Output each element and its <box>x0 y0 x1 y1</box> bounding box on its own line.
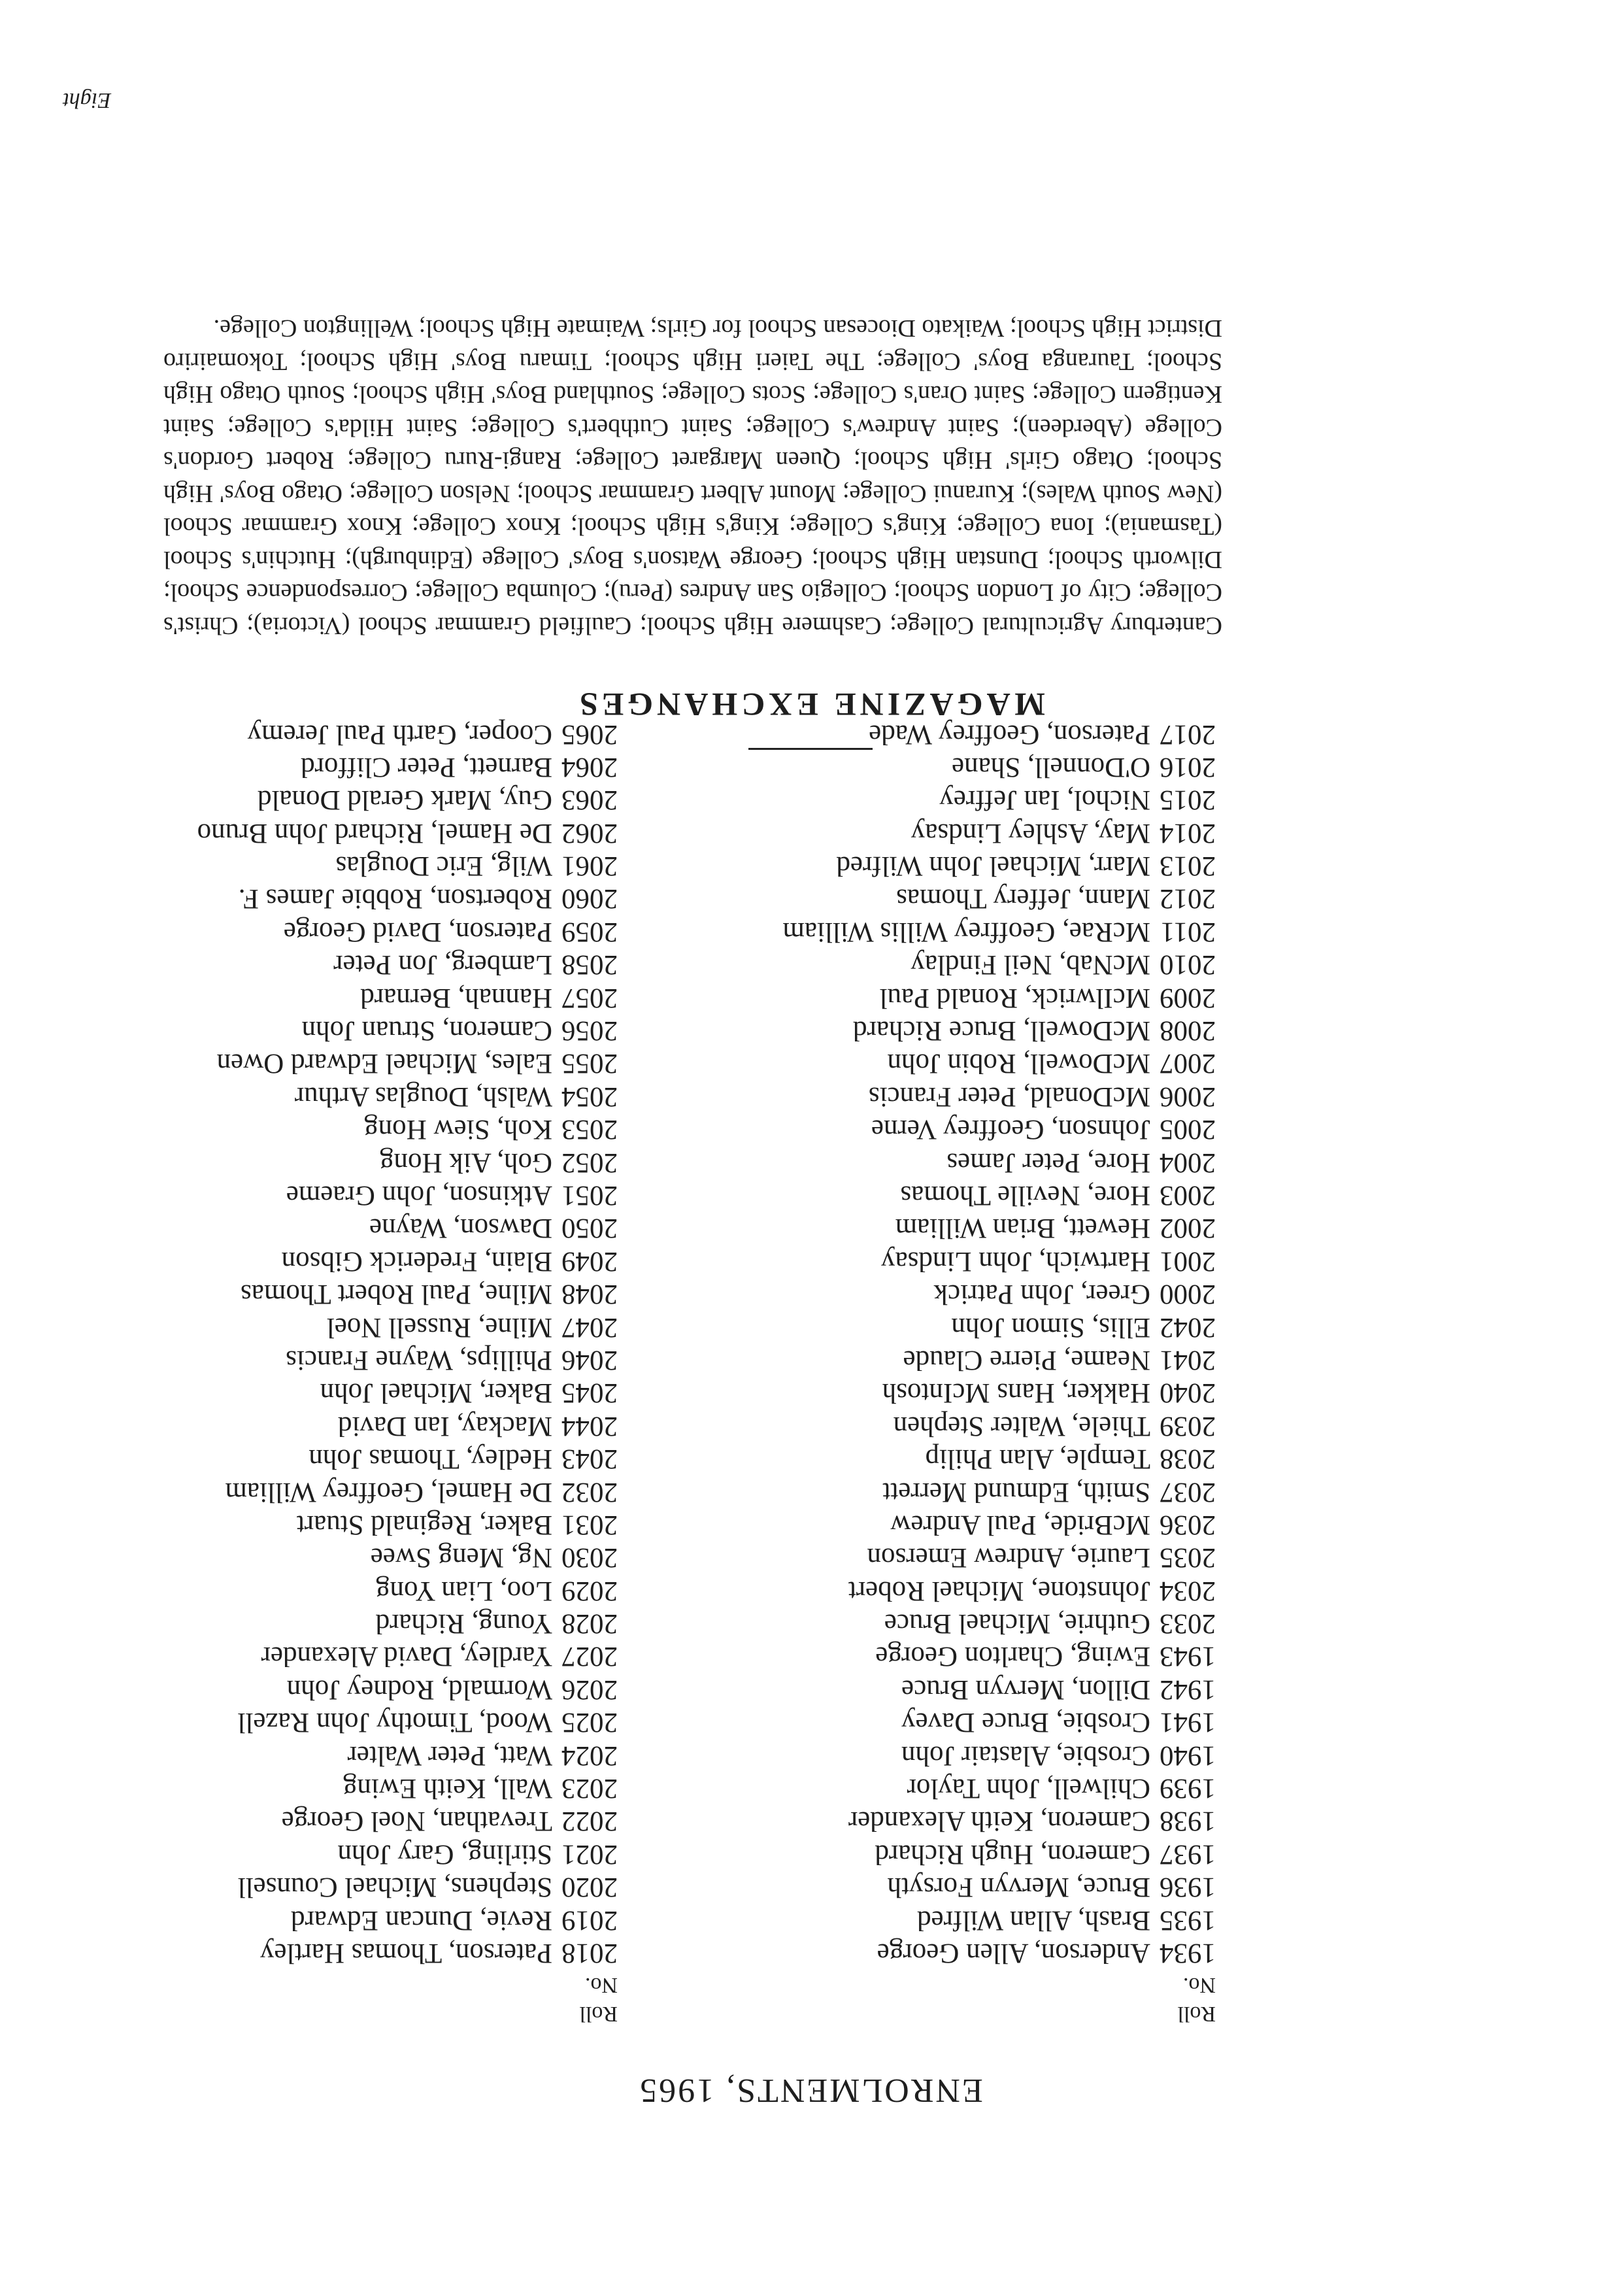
enrolment-entry <box>647 1376 1216 1409</box>
student-name: Crosbie, Alastair John <box>901 1740 1150 1771</box>
enrolment-entry <box>29 1574 618 1606</box>
enrolment-entry <box>29 816 618 849</box>
enrolment-list-right <box>29 717 618 1969</box>
enrolment-entry <box>29 1113 618 1145</box>
enrolment-entry <box>29 1936 618 1969</box>
roll-number: 2039 <box>1160 1410 1216 1442</box>
enrolment-entry <box>647 1936 1216 1969</box>
roll-number: 2025 <box>561 1707 618 1738</box>
page-title: ENROLMENTS, 1965 <box>638 2072 983 2109</box>
enrolment-entry <box>29 882 618 915</box>
enrolment-entry <box>647 1541 1216 1574</box>
student-name: Anderson, Allen George <box>877 1938 1150 1968</box>
roll-number: 2055 <box>561 1048 618 1079</box>
enrolment-entry <box>29 1903 618 1936</box>
enrolment-entry <box>647 1508 1216 1541</box>
student-name: Crosbie, Bruce Davey <box>901 1707 1150 1738</box>
roll-number: 2063 <box>561 785 618 816</box>
enrolment-entry <box>29 915 618 948</box>
enrolment-entry <box>29 1442 618 1475</box>
roll-number: 2046 <box>561 1344 618 1376</box>
student-name: Mackay, Ian David <box>338 1410 552 1442</box>
enrolment-entry <box>647 1244 1216 1277</box>
roll-number: 2021 <box>561 1838 618 1870</box>
student-name: Hakker, Hans McIntosh <box>882 1377 1150 1409</box>
student-name: McNab, Neil Findlay <box>911 949 1150 981</box>
enrolment-entry <box>29 1870 618 1903</box>
student-name: Hewett, Brian William <box>895 1213 1150 1244</box>
roll-number: 2051 <box>561 1180 618 1211</box>
roll-number: 2060 <box>561 883 618 915</box>
student-name: Baker, Michael John <box>320 1377 552 1409</box>
enrolment-entry <box>29 783 618 816</box>
enrolment-entry <box>29 1772 618 1804</box>
student-name: McBride, Paul Andrew <box>890 1509 1150 1540</box>
roll-number: 2024 <box>561 1740 618 1771</box>
enrolment-entry <box>647 816 1216 849</box>
enrolment-entry <box>647 1145 1216 1178</box>
student-name: McDonald, Peter Francis <box>868 1081 1150 1112</box>
student-name: Mann, Jeffery Thomas <box>896 883 1150 915</box>
enrolment-list-left <box>647 717 1216 1969</box>
roll-number: 2005 <box>1160 1114 1216 1145</box>
student-name: Watt, Peter Walter <box>347 1740 552 1771</box>
enrolment-entry <box>647 915 1216 948</box>
student-name: Cameron, Keith Alexander <box>848 1806 1150 1837</box>
enrolment-entry <box>647 981 1216 1013</box>
enrolment-entry <box>647 783 1216 816</box>
roll-number-header-left: Roll No. <box>1177 1973 1216 2026</box>
roll-number: 2048 <box>561 1279 618 1310</box>
enrolment-entry <box>29 1541 618 1574</box>
enrolment-entry <box>647 1870 1216 1903</box>
enrolment-entry <box>647 882 1216 915</box>
student-name: Wall, Keith Ewing <box>343 1773 552 1804</box>
student-name: Nichol, Ian Jeffrey <box>939 785 1150 816</box>
student-name: Young, Richard <box>375 1608 552 1640</box>
roll-number: 2022 <box>561 1806 618 1837</box>
enrolment-entry <box>29 1607 618 1640</box>
roll-number: 2052 <box>561 1147 618 1178</box>
student-name: McDowell, Robin John <box>887 1048 1150 1079</box>
student-name: Wilg, Eric Douglas <box>335 851 552 882</box>
roll-number: 2061 <box>561 851 618 882</box>
roll-number: 2059 <box>561 916 618 947</box>
roll-number: 2030 <box>561 1542 618 1574</box>
enrolment-entry <box>647 1475 1216 1508</box>
student-name: Cameron, Hugh Richard <box>875 1838 1150 1870</box>
enrolment-entry <box>647 1903 1216 1936</box>
roll-number: 1936 <box>1160 1872 1216 1903</box>
student-name: Paterson, Thomas Hartley <box>259 1938 552 1968</box>
roll-number: 2008 <box>1160 1015 1216 1047</box>
roll-number: 2029 <box>561 1575 618 1606</box>
student-name: Milne, Paul Robert Thomas <box>241 1279 552 1310</box>
student-name: May, Ashley Lindsay <box>911 817 1150 849</box>
roll-number: 2050 <box>561 1213 618 1244</box>
student-name: Smith, Edmund Merrett <box>882 1476 1150 1508</box>
enrolment-entry <box>29 1475 618 1508</box>
student-name: Guthrie, Michael Bruce <box>884 1608 1150 1640</box>
roll-number-header-right: Roll No. <box>579 1973 618 2026</box>
student-name: Chilwell, John Taylor <box>907 1773 1150 1804</box>
student-name: O'Donnell, Shane <box>952 751 1150 783</box>
enrolment-entry <box>647 1179 1216 1211</box>
roll-number: 2035 <box>1160 1542 1216 1574</box>
enrolment-entry <box>29 1409 618 1442</box>
roll-number: 2028 <box>561 1608 618 1640</box>
roll-number: 2009 <box>1160 982 1216 1013</box>
roll-number: 1938 <box>1160 1806 1216 1837</box>
enrolment-entry <box>29 1672 618 1705</box>
roll-number: 1937 <box>1160 1838 1216 1870</box>
enrolment-entry <box>647 849 1216 882</box>
enrolment-entry <box>29 1211 618 1244</box>
roll-number: 2018 <box>561 1938 618 1968</box>
roll-number: 2036 <box>1160 1509 1216 1540</box>
student-name: McDowell, Bruce Richard <box>853 1015 1150 1047</box>
roll-number: 2032 <box>561 1476 618 1508</box>
student-name: Ewing, Charlton George <box>875 1641 1150 1672</box>
roll-number: 2001 <box>1160 1245 1216 1277</box>
student-name: McIlwrick, Ronald Paul <box>879 982 1150 1013</box>
student-name: Hedley, Thomas John <box>309 1443 552 1475</box>
student-name: Dillon, Mervyn Bruce <box>901 1674 1150 1705</box>
student-name: Yardley, David Alexander <box>261 1641 552 1672</box>
roll-number: 2065 <box>561 718 618 750</box>
student-name: Greer, John Patrick <box>933 1279 1150 1310</box>
roll-number: 2064 <box>561 751 618 783</box>
roll-number: 2020 <box>561 1872 618 1903</box>
roll-number: 2056 <box>561 1015 618 1047</box>
enrolment-entry <box>29 1179 618 1211</box>
roll-number: 2012 <box>1160 883 1216 915</box>
student-name: Eales, Michael Edward Owen <box>216 1048 552 1079</box>
roll-number: 2026 <box>561 1674 618 1705</box>
enrolment-entry <box>647 1014 1216 1047</box>
student-name: Johnstone, Michael Robert <box>848 1575 1150 1606</box>
section-divider <box>748 748 873 750</box>
roll-number: 1941 <box>1160 1707 1216 1738</box>
magazine-exchanges-heading: MAGAZINE EXCHANGES <box>576 686 1045 723</box>
roll-number: 2040 <box>1160 1377 1216 1409</box>
roll-number: 2033 <box>1160 1608 1216 1640</box>
student-name: Blain, Frederick Gibson <box>281 1245 552 1277</box>
enrolment-entry <box>647 1672 1216 1705</box>
student-name: Dawson, Wayne <box>369 1213 552 1244</box>
enrolment-entry <box>29 1277 618 1310</box>
student-name: Thiele, Walter Stephen <box>893 1410 1150 1442</box>
student-name: Koh, Siew Hong <box>364 1114 552 1145</box>
student-name: Atkinson, John Graeme <box>286 1180 552 1211</box>
student-name: Wood, Timothy John Razell <box>237 1707 552 1738</box>
roll-number: 2037 <box>1160 1476 1216 1508</box>
student-name: De Hamel, Richard John Bruno <box>197 817 552 849</box>
student-name: Bruce, Mervyn Forsyth <box>887 1872 1150 1903</box>
student-name: Robertson, Robbie James F. <box>238 883 552 915</box>
enrolment-entry <box>29 1508 618 1541</box>
roll-number: 2049 <box>561 1245 618 1277</box>
roll-number: 2004 <box>1160 1147 1216 1178</box>
student-name: Phillips, Wayne Francis <box>286 1344 552 1376</box>
student-name: Barnett, Peter Clifford <box>301 751 552 783</box>
roll-number: 1940 <box>1160 1740 1216 1771</box>
roll-number: 2053 <box>561 1114 618 1145</box>
student-name: McRae, Geoffrey Willis William <box>782 916 1150 947</box>
roll-number: 2014 <box>1160 817 1216 849</box>
enrolment-entry <box>647 1211 1216 1244</box>
roll-number: 2013 <box>1160 851 1216 882</box>
roll-number: 2042 <box>1160 1311 1216 1343</box>
roll-number: 2000 <box>1160 1279 1216 1310</box>
student-name: Trevathan, Noel George <box>281 1806 552 1837</box>
enrolment-entry <box>29 1047 618 1079</box>
student-name: Cooper, Garth Paul Jeremy <box>247 718 552 750</box>
enrolment-entry <box>647 1079 1216 1112</box>
student-name: Johnson, Geoffrey Verne <box>871 1114 1150 1145</box>
roll-number: 2045 <box>561 1377 618 1409</box>
roll-number: 2057 <box>561 982 618 1013</box>
enrolment-entry <box>647 1607 1216 1640</box>
roll-number: 2017 <box>1160 718 1216 750</box>
roll-number: 2003 <box>1160 1180 1216 1211</box>
roll-number: 2007 <box>1160 1048 1216 1079</box>
enrolment-entry <box>647 1574 1216 1606</box>
roll-number: 1939 <box>1160 1773 1216 1804</box>
roll-number: 1942 <box>1160 1674 1216 1705</box>
enrolment-entry <box>29 948 618 981</box>
roll-number: 2010 <box>1160 949 1216 981</box>
enrolment-entry <box>647 1310 1216 1343</box>
enrolment-entry <box>647 1343 1216 1376</box>
roll-number: 1934 <box>1160 1938 1216 1968</box>
enrolment-entry <box>29 1310 618 1343</box>
page-number: Eight <box>63 88 111 112</box>
roll-number: 2034 <box>1160 1575 1216 1606</box>
enrolment-entry <box>29 981 618 1013</box>
student-name: Temple, Alan Philip <box>925 1443 1150 1475</box>
enrolment-entry <box>647 1047 1216 1079</box>
enrolment-entry <box>647 1804 1216 1837</box>
student-name: Hartwich, John Lindsay <box>880 1245 1150 1277</box>
enrolment-entry <box>647 1837 1216 1870</box>
magazine-exchanges-list: Canterbury Agricultural College; Cashmere High School; Caulfield Grammar School (Victoria); Christ's College; City of London School; Collegio San Andres (Peru); Columba College; Correspondence School; Dilworth School; Dunstan High School; George Watson's Boys' College (Edinburgh); Hutchin's School (Tasmania); Iona College; King's College; King's High School; Knox College; Knox Grammar School (New South Wales); Kuranui College; Mount Albert Grammar School; Nelson College; Otago Boys' High School; Otago Girls' High School; Queen Margaret College; Rangi-Ruru College; Robert Gordon's College (Aberdeen); Saint Andrew's College; Saint Cuthbert's College; Saint Hilda's College; Saint Kentigern College; Saint Oran's College; Scots College; Southland Boys' High School; South Otago High School; Tauranga Boys' College; The Taieri High School; Timaru Boys' High School; Tokomairiro District High School; Waikato Diocesan School for Girls; Waimate High School; Wellington College. <box>163 314 1222 639</box>
enrolment-entry <box>29 1837 618 1870</box>
enrolment-entry <box>647 1409 1216 1442</box>
enrolment-entry <box>29 1376 618 1409</box>
roll-number: 2062 <box>561 817 618 849</box>
student-name: Brash, Allan Wilfred <box>917 1904 1150 1936</box>
student-name: Paterson, David George <box>283 916 552 947</box>
roll-number: 2023 <box>561 1773 618 1804</box>
student-name: Marr, Michael John Wilfred <box>836 851 1150 882</box>
student-name: Hore, Neville Thomas <box>900 1180 1150 1211</box>
roll-number: 2047 <box>561 1311 618 1343</box>
enrolment-entry <box>29 1014 618 1047</box>
enrolment-entry <box>647 1277 1216 1310</box>
student-name: Loo, Lian Yong <box>376 1575 552 1606</box>
roll-number: 2027 <box>561 1641 618 1672</box>
enrolment-entry <box>29 1244 618 1277</box>
enrolment-entry <box>647 948 1216 981</box>
enrolment-entry <box>29 1640 618 1672</box>
enrolment-entry <box>29 1706 618 1738</box>
student-name: Paterson, Geoffrey Wade <box>869 718 1150 750</box>
student-name: Wormald, Rodney John <box>286 1674 552 1705</box>
roll-number: 2006 <box>1160 1081 1216 1112</box>
student-name: Lamberg, Jon Peter <box>333 949 552 981</box>
roll-number: 2041 <box>1160 1344 1216 1376</box>
roll-number: 2011 <box>1160 916 1216 947</box>
roll-number: 2058 <box>561 949 618 981</box>
roll-number: 2031 <box>561 1509 618 1540</box>
enrolment-entry <box>647 1640 1216 1672</box>
roll-number: 1943 <box>1160 1641 1216 1672</box>
student-name: Walsh, Douglas Arthur <box>294 1081 552 1112</box>
student-name: Ellis, Simon John <box>951 1311 1150 1343</box>
student-name: Ng, Meng Swee <box>370 1542 552 1574</box>
roll-number: 1935 <box>1160 1904 1216 1936</box>
enrolment-entry <box>29 1738 618 1771</box>
roll-number: 2044 <box>561 1410 618 1442</box>
enrolment-entry <box>647 1113 1216 1145</box>
enrolment-entry <box>647 1706 1216 1738</box>
student-name: Stirling, Gary John <box>337 1838 552 1870</box>
student-name: Milne, Russell Noel <box>326 1311 552 1343</box>
student-name: Neame, Pierre Claude <box>903 1344 1150 1376</box>
student-name: Baker, Reginald Stuart <box>296 1509 552 1540</box>
enrolment-entry <box>29 1145 618 1178</box>
roll-number: 2016 <box>1160 751 1216 783</box>
enrolment-entry <box>29 849 618 882</box>
student-name: Goh, Aik Hong <box>380 1147 552 1178</box>
student-name: Guy, Mark Gerald Donald <box>258 785 552 816</box>
roll-number: 2015 <box>1160 785 1216 816</box>
student-name: Laurie, Andrew Emerson <box>867 1542 1150 1574</box>
student-name: Hannah, Bernard <box>360 982 552 1013</box>
roll-number: 2019 <box>561 1904 618 1936</box>
roll-number: 2038 <box>1160 1443 1216 1475</box>
roll-number: 2054 <box>561 1081 618 1112</box>
enrolment-entry <box>29 1079 618 1112</box>
roll-number: 2043 <box>561 1443 618 1475</box>
roll-number: 2002 <box>1160 1213 1216 1244</box>
enrolment-entry <box>29 751 618 783</box>
enrolment-entry <box>29 1804 618 1837</box>
student-name: Hore, Peter James <box>946 1147 1150 1178</box>
enrolment-entry <box>647 1738 1216 1771</box>
enrolment-entry <box>647 1442 1216 1475</box>
enrolment-entry <box>29 1343 618 1376</box>
enrolment-entry <box>647 1772 1216 1804</box>
student-name: Stephens, Michael Counsell <box>237 1872 552 1903</box>
student-name: Cameron, Struan John <box>301 1015 552 1047</box>
enrolment-entry <box>647 751 1216 783</box>
student-name: De Hamel, Geoffrey William <box>225 1476 552 1508</box>
student-name: Revie, Duncan Edward <box>291 1904 552 1936</box>
